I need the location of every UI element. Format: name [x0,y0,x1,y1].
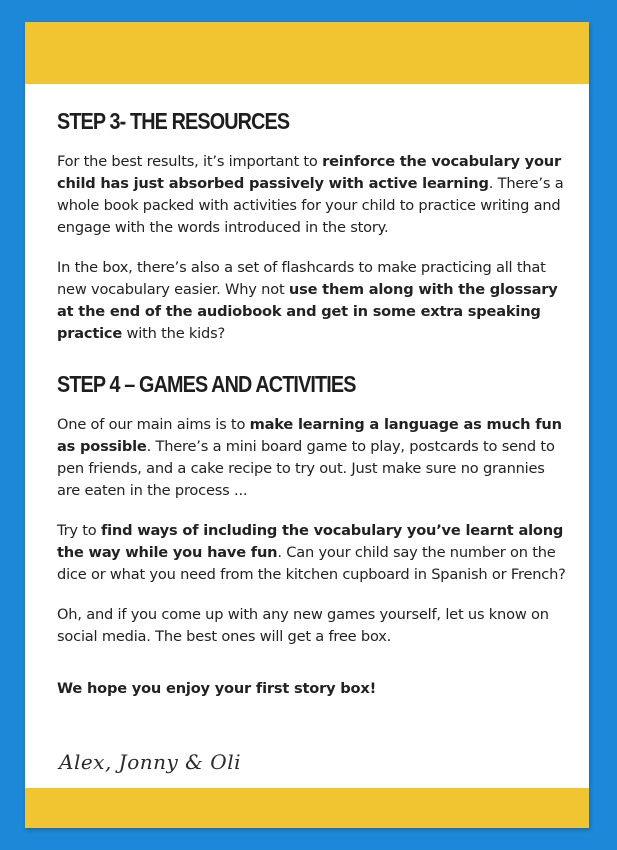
step4-paragraph-1 [57,414,571,502]
closing-line: We hope you enjoy your first story box! [57,680,377,697]
step3-p1-text-1: For the best results, it’s important to [57,153,323,170]
step3-p1-text-2: . There’s a whole book packed with activities for your child to practice writing and engage with the words introduced in the story. [57,175,564,236]
step3-p2-text-2: with the kids? [122,325,226,342]
step4-p1-text-1: One of our main aims is to [57,416,250,433]
step3-p2-bold: use them along with the glossary at the end of the audiobook and get in some extra speaking practice [57,281,558,342]
signature: Alex, Jonny & Oli [59,750,241,774]
step4-p1-text-2: . There’s a mini board game to play, postcards to send to pen friends, and a cake recipe to try out. Just make sure no grannies are eaten in the process ... [57,438,555,499]
step3-p2-text-1: In the box, there’s also a set of flashcards to make practicing all that new vocabulary easier. Why not [57,259,546,298]
bottom-yellow-band [25,788,589,828]
step4-paragraph-3: Oh, and if you come up with any new games yourself, let us know on social media. The best ones will get a free box. [57,606,549,645]
card-content [57,108,571,718]
step4-heading: STEP 4 – GAMES AND ACTIVITIES [57,371,356,397]
story-card [25,22,589,828]
step3-paragraph-1 [57,151,571,239]
step4-p2-text-1: Try to [57,522,101,539]
step3-paragraph-2 [57,257,571,345]
step3-heading: STEP 3- THE RESOURCES [57,108,290,134]
step4-p2-text-2: . Can your child say the number on the dice or what you need from the kitchen cupboard in Spanish or French? [57,544,566,583]
step4-paragraph-2 [57,520,571,586]
top-yellow-band [25,22,589,84]
step3-p1-bold: reinforce the vocabulary your child has just absorbed passively with active learning [57,153,561,192]
step4-p2-bold: find ways of including the vocabulary you’ve learnt along the way while you have fun [57,522,564,561]
step4-p1-bold: make learning a language as much fun as possible [57,416,562,455]
